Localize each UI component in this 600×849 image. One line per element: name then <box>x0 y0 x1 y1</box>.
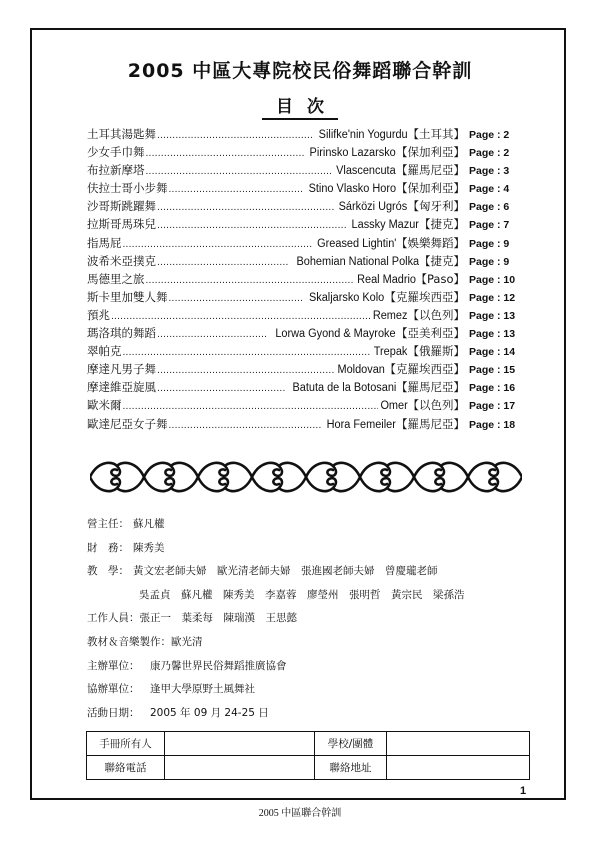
toc-heading <box>0 92 600 117</box>
page-number: 1 <box>520 785 527 797</box>
staff-value: 逢甲大學原野土風舞社 <box>139 683 255 696</box>
staff-row <box>87 516 547 540</box>
toc-country: 【俄羅斯】 <box>407 344 465 359</box>
toc-row <box>87 216 527 234</box>
toc-row <box>87 144 527 162</box>
toc-row <box>87 162 527 180</box>
toc-dance-name: 土耳其湯匙舞 <box>87 127 156 141</box>
toc-country: 【Paso】 <box>415 271 465 286</box>
toc-dance-title: Batuta de la Botosani <box>292 382 396 395</box>
toc-dance-title: Skaljarsko Kolo <box>309 291 385 304</box>
toc-leader-dots <box>123 236 312 250</box>
table-of-contents <box>87 126 527 434</box>
toc-dance-name: 少女手巾舞 <box>87 145 145 160</box>
staff-label: 主辦單位： <box>87 659 140 672</box>
toc-leader-dots <box>169 290 305 304</box>
toc-dance-title: Lassky Mazur <box>351 219 419 232</box>
toc-row <box>87 397 527 415</box>
toc-dance-name: 預兆 <box>87 307 110 322</box>
staff-value: 張正一 葉柔每 陳瑞漢 王思懿 <box>139 612 297 625</box>
toc-leader-dots <box>146 272 353 286</box>
toc-leader-dots <box>157 217 347 231</box>
staff-row <box>87 563 547 587</box>
toc-page-ref: Page : 15 <box>469 364 516 377</box>
toc-dance-name: 波希米亞撲克 <box>87 253 156 268</box>
toc-dance-title: Sárközi Ugrós <box>338 201 408 214</box>
staff-row <box>87 587 547 611</box>
toc-dance-name: 馬德里之旅 <box>87 271 145 286</box>
staff-row <box>87 634 547 658</box>
toc-page-ref: Page : 7 <box>469 219 510 232</box>
toc-dance-title: Bohemian National Polka <box>296 255 419 268</box>
staff-value: 黃文宏老師夫婦 歐光清老師夫婦 張進國老師夫婦 曾慶瓏老師 <box>133 565 438 578</box>
toc-dance-name: 伕拉士哥小步舞 <box>87 181 168 196</box>
staff-value: 陳秀美 <box>133 541 165 554</box>
toc-row <box>87 198 527 216</box>
staff-label: 活動日期： <box>87 706 140 719</box>
toc-page-ref: Page : 9 <box>469 255 510 268</box>
toc-dance-title: Remez <box>372 309 408 322</box>
toc-page-ref: Page : 9 <box>469 237 510 250</box>
toc-country: 【以色列】 <box>407 307 465 322</box>
toc-dance-name: 布拉新摩塔 <box>87 163 145 178</box>
toc-dance-title: Vlascencuta <box>336 165 396 178</box>
toc-page-ref: Page : 4 <box>469 183 510 196</box>
toc-dance-title: Omer <box>380 400 408 413</box>
staff-row <box>87 681 547 705</box>
staff-label: 工作人員： <box>87 612 140 625</box>
toc-dance-name: 瑪洛琪的舞蹈 <box>87 326 156 341</box>
toc-row <box>87 379 527 397</box>
phone-field[interactable] <box>165 756 315 780</box>
toc-country: 【娛樂舞蹈】 <box>396 235 465 250</box>
staff-list <box>87 516 547 728</box>
staff-label: 協辦單位： <box>87 683 140 696</box>
staff-value: 康乃馨世界民俗舞蹈推廣協會 <box>139 659 287 672</box>
staff-value: 蘇凡權 <box>133 518 165 530</box>
toc-dance-name: 歐米爾 <box>87 398 122 413</box>
toc-country: 【捷克】 <box>419 253 465 268</box>
staff-row <box>87 705 547 729</box>
toc-country: 【亞美利亞】 <box>396 326 465 341</box>
toc-page-ref: Page : 17 <box>469 400 516 413</box>
staff-value: 吳孟貞 蘇凡權 陳秀美 李嘉蓉 廖瑩州 張明哲 黃宗民 梁孫浩 <box>139 588 465 601</box>
school-field[interactable] <box>387 732 530 756</box>
toc-heading-text: 目次 <box>262 97 338 120</box>
phone-label: 聯絡電話 <box>87 756 165 780</box>
toc-leader-dots <box>157 254 289 268</box>
toc-leader-dots <box>157 199 334 213</box>
owner-label: 手冊所有人 <box>87 732 165 756</box>
toc-page-ref: Page : 2 <box>469 129 510 141</box>
toc-country: 【匈牙利】 <box>407 199 465 214</box>
toc-row <box>87 289 527 307</box>
decorative-scroll-border <box>90 458 522 496</box>
toc-leader-dots <box>157 326 268 340</box>
toc-leader-dots <box>157 362 334 376</box>
toc-country: 【克羅埃西亞】 <box>384 362 465 377</box>
address-label: 聯絡地址 <box>315 756 387 780</box>
toc-leader-dots <box>157 380 286 394</box>
toc-dance-name: 沙哥斯跳躍舞 <box>87 199 156 214</box>
address-field[interactable] <box>387 756 530 780</box>
toc-leader-dots <box>146 145 305 159</box>
toc-dance-title: Real Madrio <box>356 273 416 286</box>
toc-row <box>87 307 527 325</box>
toc-row <box>87 235 527 253</box>
page-title: 2005 中區大專院校民俗舞蹈聯合幹訓 <box>127 60 473 82</box>
toc-row <box>87 271 527 289</box>
toc-dance-name: 拉斯哥馬珠兒 <box>87 217 156 232</box>
owner-field[interactable] <box>165 732 315 756</box>
toc-dance-title: Moldovan <box>337 364 385 377</box>
staff-label: 教 學： <box>87 565 129 578</box>
toc-dance-name: 指馬屁 <box>87 235 122 250</box>
toc-dance-name: 摩達維亞旋風 <box>87 380 156 395</box>
toc-dance-name: 翠帕克 <box>87 344 122 359</box>
toc-leader-dots <box>111 308 370 322</box>
toc-row <box>87 325 527 343</box>
staff-label: 教材＆音樂製作： <box>87 635 171 648</box>
toc-dance-title: Stino Vlasko Horo <box>308 183 396 196</box>
toc-dance-name: 斯卡里加雙人舞 <box>87 289 168 304</box>
toc-row <box>87 180 527 198</box>
toc-page-ref: Page : 14 <box>469 346 516 359</box>
staff-row <box>87 658 547 682</box>
registration-table <box>86 731 530 780</box>
toc-leader-dots <box>146 163 333 177</box>
staff-row <box>87 610 547 634</box>
toc-page-ref: Page : 6 <box>469 201 510 214</box>
staff-label: 營主任： <box>87 518 129 530</box>
toc-page-ref: Page : 12 <box>469 291 516 304</box>
toc-country: 【保加利亞】 <box>396 181 465 196</box>
toc-country: 【羅馬尼亞】 <box>396 380 465 395</box>
toc-page-ref: Page : 13 <box>469 328 516 341</box>
toc-row <box>87 126 527 144</box>
page-footer: 2005 中區聯合幹訓 <box>258 808 342 819</box>
toc-leader-dots <box>123 398 378 412</box>
staff-value: 歐光清 <box>171 635 203 648</box>
toc-leader-dots <box>169 181 303 195</box>
toc-row <box>87 253 527 271</box>
toc-country: 【土耳其】 <box>407 127 465 141</box>
toc-country: 【以色列】 <box>407 398 465 413</box>
staff-label: 財 務： <box>87 541 129 554</box>
school-label: 學校/團體 <box>315 732 387 756</box>
toc-page-ref: Page : 3 <box>469 165 510 178</box>
staff-value: 2005 年 09 月 24-25 日 <box>139 706 269 719</box>
toc-country: 【保加利亞】 <box>396 145 465 160</box>
toc-row <box>87 416 527 434</box>
toc-leader-dots <box>123 344 372 358</box>
toc-leader-dots <box>169 417 323 431</box>
toc-dance-title: Hora Femeiler <box>326 418 396 431</box>
toc-dance-title: Pirinsko Lazarsko <box>309 147 396 160</box>
toc-page-ref: Page : 16 <box>469 382 516 395</box>
toc-country: 【羅馬尼亞】 <box>396 416 465 431</box>
toc-country: 【克羅埃西亞】 <box>384 289 465 304</box>
toc-country: 【羅馬尼亞】 <box>396 163 465 178</box>
toc-dance-name: 歐達尼亞女子舞 <box>87 416 168 431</box>
toc-leader-dots <box>157 127 313 141</box>
toc-page-ref: Page : 13 <box>469 309 516 322</box>
staff-row <box>87 540 547 564</box>
toc-page-ref: Page : 10 <box>469 273 516 286</box>
toc-dance-title: Lorwa Gyond & Mayroke <box>275 328 396 341</box>
toc-page-ref: Page : 2 <box>469 147 510 160</box>
toc-dance-title: Silifke'nin Yogurdu <box>318 129 408 141</box>
toc-page-ref: Page : 18 <box>469 418 516 431</box>
toc-row <box>87 361 527 379</box>
toc-dance-title: Trepak <box>373 346 408 359</box>
toc-row <box>87 343 527 361</box>
toc-dance-title: Greased Lightin' <box>316 237 396 250</box>
toc-country: 【捷克】 <box>419 217 465 232</box>
toc-dance-name: 摩達凡男子舞 <box>87 362 156 377</box>
